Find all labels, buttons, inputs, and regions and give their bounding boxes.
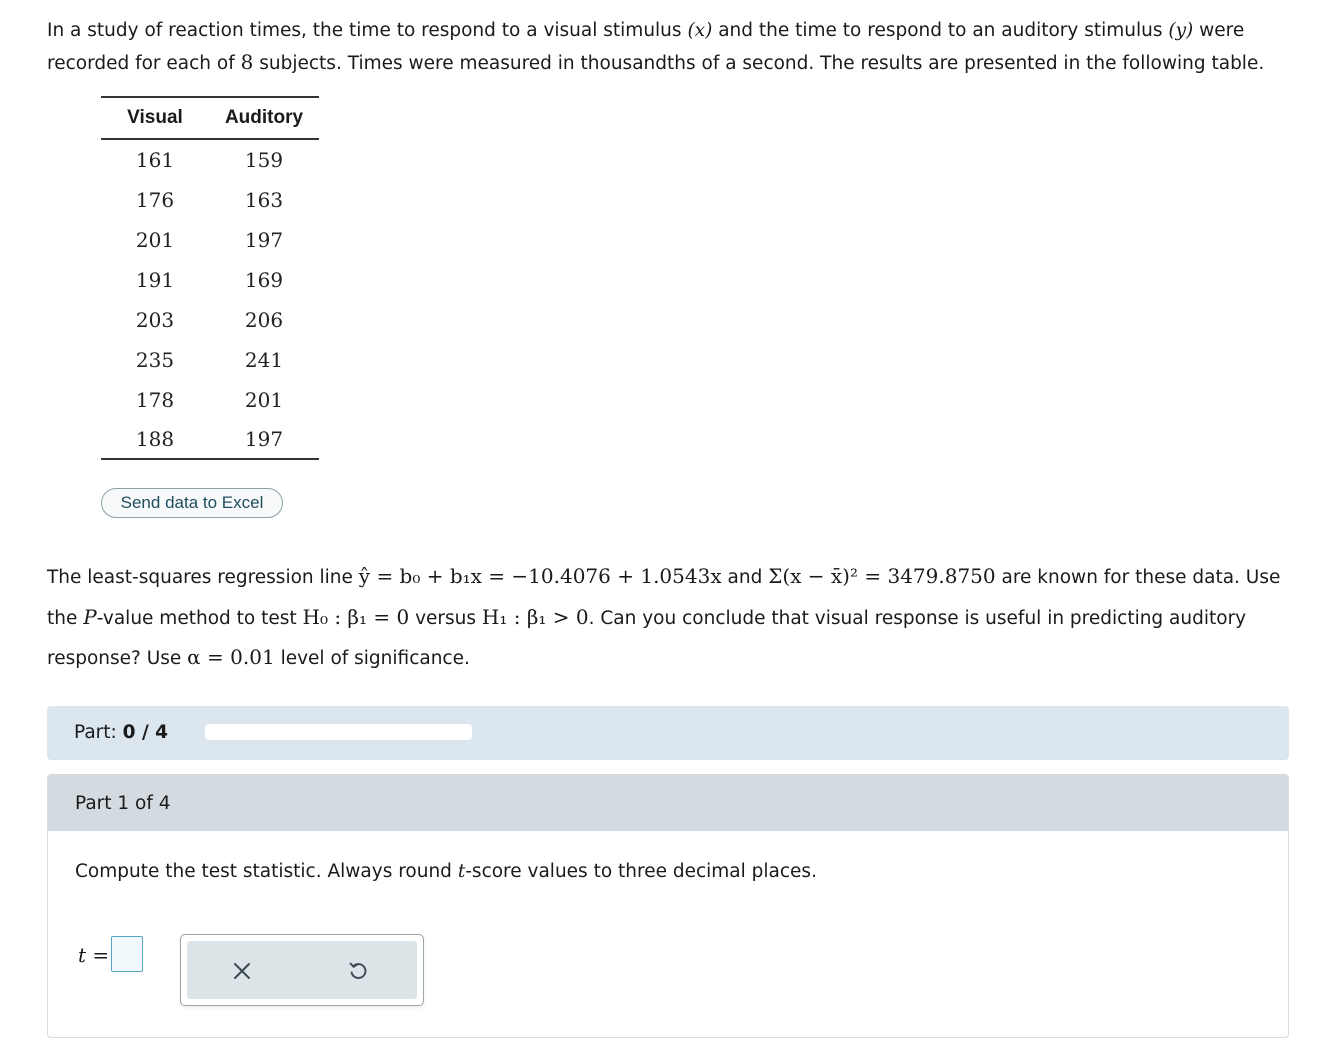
table-row <box>101 420 319 459</box>
auditory-cell: 201 <box>244 388 284 412</box>
visual-cell: 203 <box>135 308 175 332</box>
p-symbol: P <box>83 605 97 629</box>
t-label: t = <box>78 943 110 967</box>
question-segment: Compute the test statistic. Always round <box>75 861 458 882</box>
visual-cell: 201 <box>135 228 175 252</box>
sum-of-squares: Σ(x − x̄)² = 3479.8750 <box>768 564 996 588</box>
table-row <box>101 380 319 420</box>
auditory-cell: 163 <box>244 188 284 212</box>
column-header-auditory: Auditory <box>209 97 319 139</box>
regression-line-2 <box>47 597 1246 639</box>
regression-line-1 <box>47 556 1280 598</box>
table-row <box>101 220 319 260</box>
auditory-cell: 197 <box>209 420 319 459</box>
visual-cell: 235 <box>135 348 175 372</box>
visual-cell: 178 <box>135 388 175 412</box>
part-label-text: Part: <box>74 722 123 743</box>
var-x: (x) <box>687 20 713 41</box>
part-progress-bar <box>47 706 1289 760</box>
table-header-row <box>101 97 319 139</box>
visual-cell: 161 <box>135 148 175 172</box>
regression-equation: ŷ = b₀ + b₁x = −10.4076 + 1.0543x <box>358 564 722 588</box>
answer-tool-bar <box>187 941 417 999</box>
visual-cell: 188 <box>101 420 209 459</box>
var-y: (y) <box>1168 20 1194 41</box>
intro-text: subjects. Times were measured in thousandths of a second. The results are presented in the following table. <box>253 53 1265 74</box>
table-row <box>101 340 319 380</box>
table-row <box>101 300 319 340</box>
answer-tool-panel <box>180 934 424 1006</box>
auditory-cell: 197 <box>244 228 284 252</box>
part-count: 0 / 4 <box>122 722 169 743</box>
null-hypothesis: H₀ : β₁ = 0 <box>302 605 410 629</box>
regression-text: The least-squares regression line <box>47 567 359 588</box>
intro-text: and the time to respond to an auditory stimulus <box>712 20 1169 41</box>
auditory-cell: 159 <box>244 148 284 172</box>
t-symbol: t <box>457 861 466 882</box>
clear-button[interactable] <box>227 956 257 986</box>
question-segment: -score values to three decimal places. <box>465 861 817 882</box>
progress-track <box>205 724 472 740</box>
undo-icon <box>347 960 369 982</box>
part-header: Part 1 of 4 <box>48 775 1288 831</box>
visual-cell: 191 <box>135 268 175 292</box>
regression-text: -value method to test <box>96 608 303 629</box>
part-card <box>47 774 1289 1038</box>
table-row <box>101 260 319 300</box>
regression-text: and <box>721 567 769 588</box>
auditory-cell: 241 <box>244 348 284 372</box>
question-text <box>75 861 817 882</box>
intro-line-2 <box>47 42 1264 84</box>
regression-text: versus <box>409 608 482 629</box>
alternative-hypothesis: H₁ : β₁ > 0 <box>481 605 589 629</box>
regression-line-3 <box>47 637 470 679</box>
regression-text: . Can you conclude that visual response is useful in predicting auditory <box>588 608 1247 629</box>
table-row <box>101 139 319 180</box>
close-icon <box>232 961 252 981</box>
undo-button[interactable] <box>343 956 373 986</box>
auditory-cell: 169 <box>244 268 284 292</box>
visual-cell: 176 <box>135 188 175 212</box>
send-to-excel-button[interactable]: Send data to Excel <box>101 488 283 518</box>
regression-text: response? Use <box>47 648 188 669</box>
intro-text: recorded for each of <box>47 53 241 74</box>
regression-text: the <box>47 608 84 629</box>
auditory-cell: 206 <box>244 308 284 332</box>
subject-count: 8 <box>240 50 254 74</box>
significance-level: α = 0.01 <box>187 645 275 669</box>
intro-text: were <box>1193 20 1245 41</box>
data-table <box>101 96 319 460</box>
t-answer-input[interactable] <box>111 936 143 972</box>
column-header-visual: Visual <box>101 97 209 139</box>
regression-text: are known for these data. Use <box>995 567 1281 588</box>
part-label <box>74 722 168 743</box>
regression-text: level of significance. <box>274 648 470 669</box>
intro-text: In a study of reaction times, the time to respond to a visual stimulus <box>47 20 688 41</box>
table-row <box>101 180 319 220</box>
